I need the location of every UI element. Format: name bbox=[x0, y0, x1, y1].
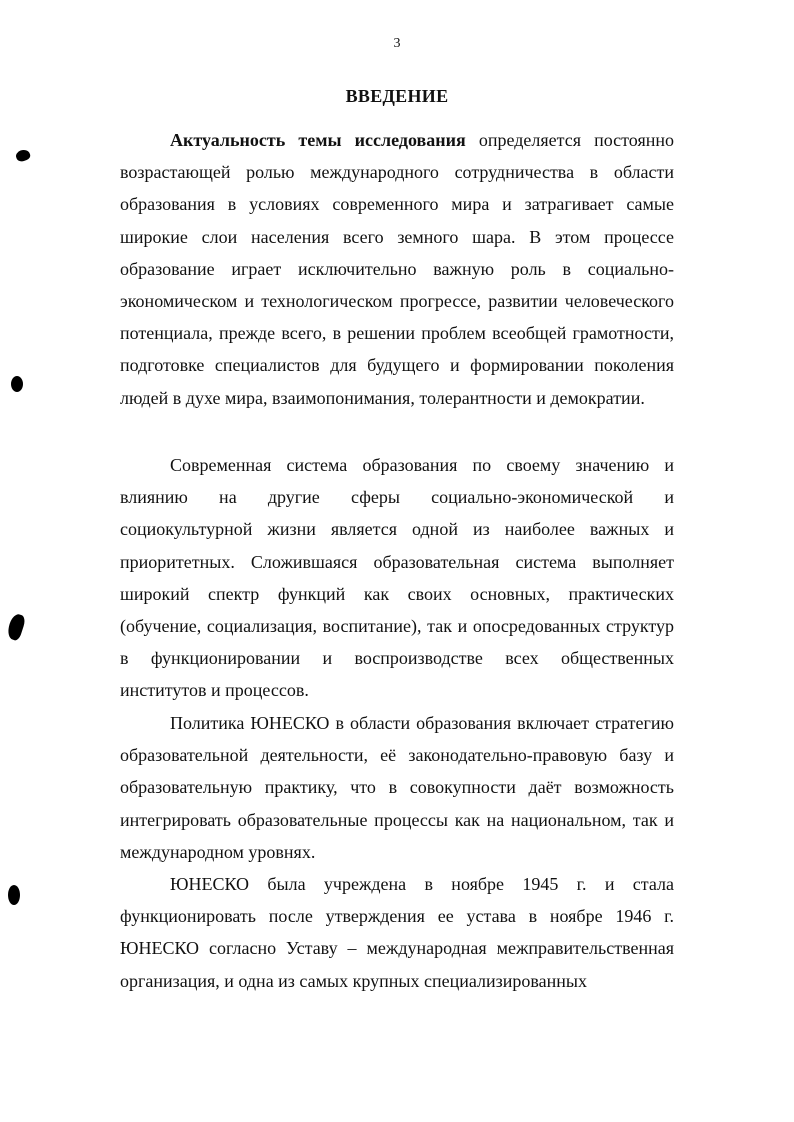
binding-hole-mark bbox=[8, 885, 20, 905]
paragraph-unesco-founding bbox=[120, 868, 674, 997]
binding-hole-mark bbox=[5, 612, 26, 641]
paragraph-relevance bbox=[120, 124, 674, 414]
paragraph-text: Современная система образования по своему значению и влиянию на другие сферы социально-экономической и социокультурной жизни является одной из наиболее важных и приоритетных. Сложившаяся образовательная система выполняет широкий спектр функций как своих основных, практических (обучение, социализация, воспитание), так и опосредованных структур в функционировании и воспроизводстве всех общественных институтов и процессов. bbox=[120, 455, 674, 701]
paragraph-unesco-policy bbox=[120, 707, 674, 868]
paragraph-text: ЮНЕСКО была учреждена в ноябре 1945 г. и стала функционировать после утверждения ее устава в ноябре 1946 г. ЮНЕСКО согласно Уставу – международная межправительственная организация, и одна из самых крупных специализированных bbox=[120, 874, 674, 991]
binding-hole-mark bbox=[15, 148, 32, 163]
paragraph-text: Политика ЮНЕСКО в области образования включает стратегию образовательной деятельности, её законодательно-правовую базу и образовательную практику, что в совокупности даёт возможность интегрировать образовательные процессы как на национальном, так и международном уровнях. bbox=[120, 713, 674, 862]
paragraph-education-system bbox=[120, 449, 674, 707]
binding-hole-mark bbox=[11, 376, 23, 392]
page-number: 3 bbox=[393, 36, 401, 51]
page-title: ВВЕДЕНИЕ bbox=[345, 86, 449, 106]
paragraph-text: определяется постоянно возрастающей ролью международного сотрудничества в области образования в условиях современного мира и затрагивает самые широкие слои населения всего земного шара. В этом процессе образование играет исключительно важную роль в социально-экономическом и технологическом прогрессе, развитии человеческого потенциала, прежде всего, в решении проблем всеобщей грамотности, подготовке специалистов для будущего и формировании поколения людей в духе мира, взаимопонимания, толерантности и демократии. bbox=[120, 130, 674, 408]
paragraph-lead: Актуальность темы исследования bbox=[170, 130, 466, 150]
